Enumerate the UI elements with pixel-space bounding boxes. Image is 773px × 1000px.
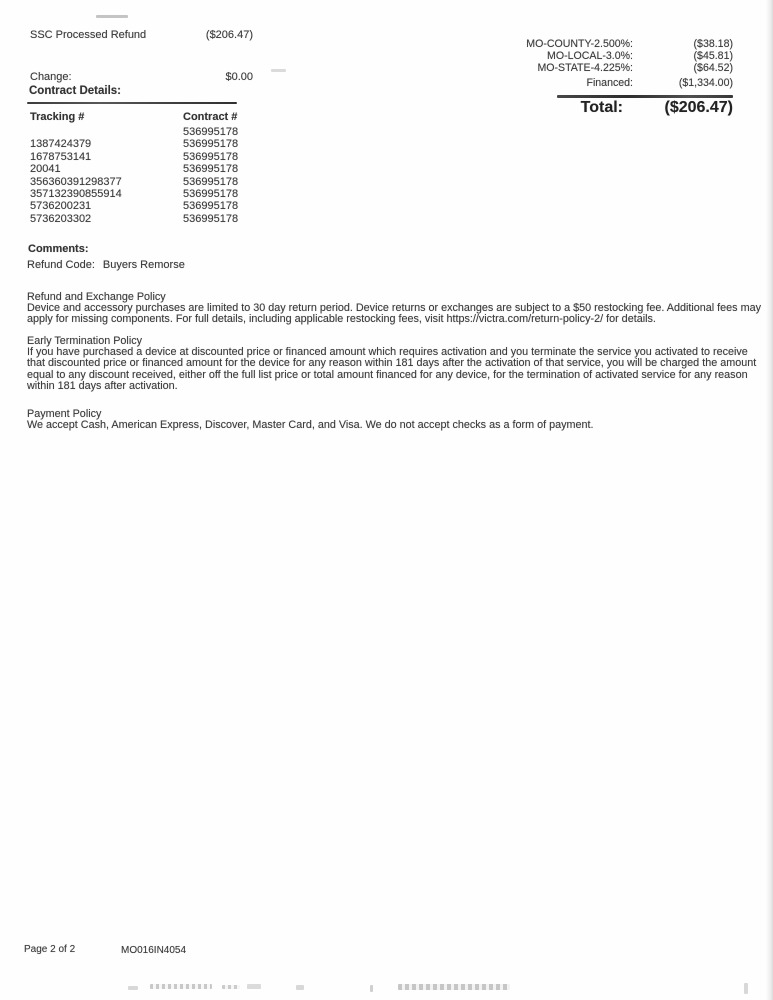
contract-details-underline: [27, 102, 237, 104]
tax-local-label: MO-LOCAL-3.0%:: [547, 50, 633, 63]
scan-artifact: [271, 69, 286, 72]
payment-policy-body: We accept Cash, American Express, Discover, Master Card, and Visa. We do not accept checks as a form of payment.: [27, 419, 594, 432]
table-row: [30, 163, 310, 175]
contract-number: 536995178: [183, 138, 239, 151]
total-row: [471, 99, 733, 117]
table-row: [30, 138, 310, 150]
contract-number: 536995178: [183, 212, 239, 225]
early-termination-policy-body: If you have purchased a device at discounted price or financed amount which requires activation and you terminate the service you activated to receive that discounted price or financed amount for the device for any reason within 181 days after the activation of that service, you will be charged the amount equal to any discount received, either off the full list price or total amount financed for any device, for the termination of activated service for any reason within 181 days after activation.: [27, 346, 757, 392]
scan-artifact: [150, 984, 212, 989]
tax-row-county: [471, 38, 733, 50]
tracking-number: 5736200231: [30, 200, 92, 213]
refund-code-value: Buyers Remorse: [102, 259, 185, 271]
tracking-column-header: Tracking #: [30, 111, 85, 123]
payment-policy-heading: Payment Policy: [27, 408, 102, 420]
tracking-number: 357132390855914: [30, 188, 122, 201]
tax-state-value: ($64.52): [693, 62, 733, 75]
early-termination-policy: [27, 336, 763, 392]
change-label: Change:: [30, 71, 72, 83]
change-row: [30, 71, 253, 83]
change-amount: $0.00: [225, 71, 253, 83]
ssc-processed-refund-label: SSC Processed Refund: [30, 29, 147, 41]
table-row: [30, 213, 310, 225]
tracking-number: 20041: [30, 163, 61, 176]
scan-artifact: [370, 985, 373, 992]
tax-row-state: [471, 62, 733, 74]
contract-number: 536995178: [183, 188, 239, 201]
tracking-number: 356360391298377: [30, 175, 122, 188]
tax-local-value: ($45.81): [693, 50, 733, 63]
scan-artifact: [128, 986, 138, 990]
refund-exchange-policy-body: Device and accessory purchases are limited to 30 day return period. Device returns or exchanges are subject to a $50 restocking fee. Additional fees may apply for missing components. For full details, including applicable restocking fees, visit https://victra.com/return-policy-2/ for details.: [27, 302, 761, 326]
refund-exchange-policy-heading: Refund and Exchange Policy: [27, 291, 166, 303]
scan-artifact: [222, 985, 240, 989]
contract-number: 536995178: [183, 150, 239, 163]
total-amount: ($206.47): [664, 99, 733, 116]
scan-artifact: [398, 984, 510, 990]
refund-code-label: Refund Code:: [27, 259, 95, 271]
ssc-processed-refund-row: [30, 29, 253, 41]
charges-block: [471, 38, 733, 89]
financed-row: [471, 77, 733, 89]
tracking-number: 5736203302: [30, 212, 92, 225]
scan-artifact: [744, 983, 748, 994]
contract-table-header: [30, 111, 310, 123]
total-rule: [557, 95, 733, 98]
document-code: MO016IN4054: [121, 945, 187, 956]
contract-number: 536995178: [183, 126, 239, 138]
financed-value: ($1,334.00): [678, 76, 733, 89]
refund-code-row: [27, 259, 185, 271]
tracking-number: 1387424379: [30, 138, 92, 151]
financed-label: Financed:: [586, 76, 633, 89]
scan-edge-shadow: [766, 0, 773, 1000]
table-row: [30, 151, 310, 163]
contract-column-header: Contract #: [183, 111, 238, 123]
contract-table: [30, 111, 310, 225]
table-row: [30, 200, 310, 212]
refund-exchange-policy: [27, 292, 763, 326]
payment-policy: [27, 409, 763, 431]
tracking-number: 1678753141: [30, 150, 92, 163]
tax-county-label: MO-COUNTY-2.500%:: [526, 38, 633, 50]
page-indicator: Page 2 of 2: [24, 944, 76, 955]
early-termination-policy-heading: Early Termination Policy: [27, 335, 143, 347]
scan-artifact: [96, 15, 128, 18]
scan-artifact: [247, 984, 261, 989]
tax-row-local: [471, 50, 733, 62]
tracking-number: [30, 126, 183, 138]
ssc-processed-refund-amount: ($206.47): [205, 29, 253, 41]
contract-number: 536995178: [183, 163, 239, 176]
scan-artifact: [296, 985, 304, 990]
contract-number: 536995178: [183, 200, 239, 213]
table-row: [30, 176, 310, 188]
table-row: [30, 126, 310, 138]
total-label: Total:: [580, 99, 623, 116]
comments-heading: Comments:: [28, 243, 89, 255]
contract-number: 536995178: [183, 175, 239, 188]
tax-county-value: ($38.18): [693, 38, 733, 50]
tax-state-label: MO-STATE-4.225%:: [537, 62, 633, 75]
table-row: [30, 188, 310, 200]
contract-details-heading: Contract Details:: [29, 85, 122, 97]
